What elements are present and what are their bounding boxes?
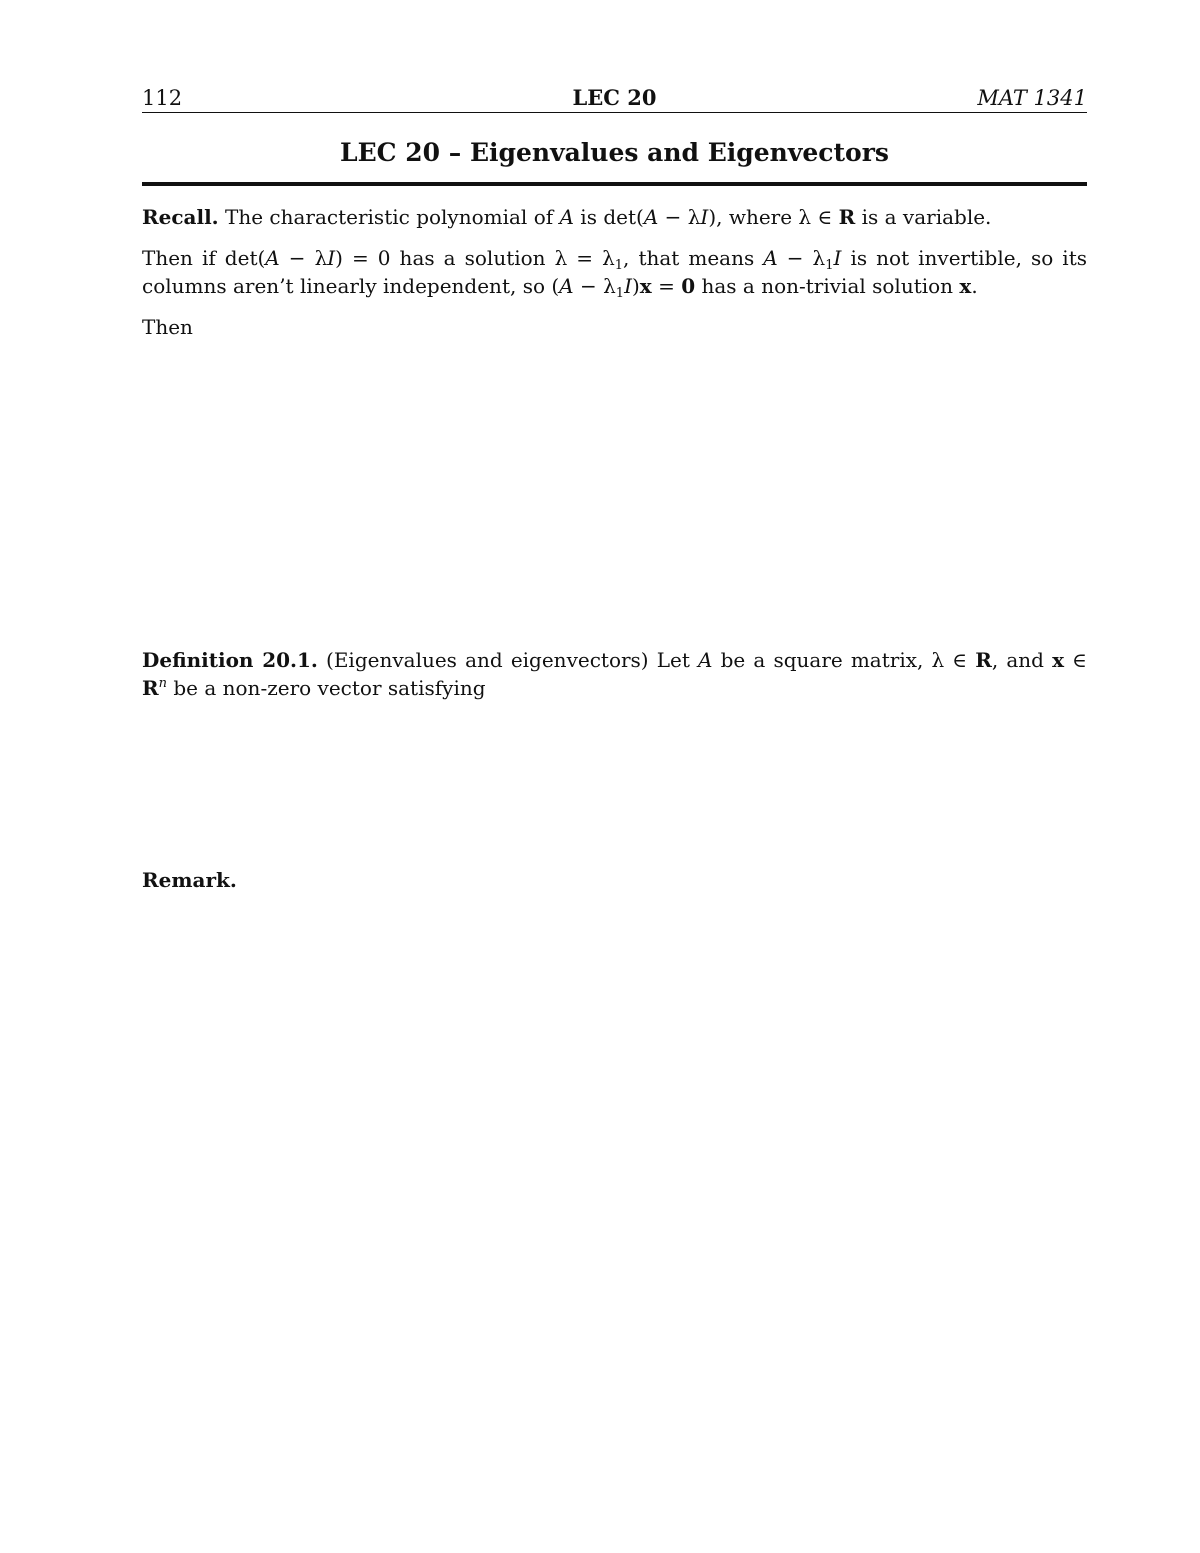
then-text: has a non-trivial solution [695, 274, 960, 298]
definition-paragraph [142, 646, 1087, 702]
math-subscript: 1 [825, 258, 834, 273]
definition-label: Definition 20.1. [142, 648, 318, 672]
definition-text: ∈ [1064, 648, 1087, 672]
math-var: A [559, 205, 574, 229]
math-subscript: 1 [614, 258, 624, 273]
then-text: Then if det( [142, 246, 266, 270]
math-var: A [643, 205, 659, 229]
recall-text: − λ [658, 205, 701, 229]
then-text: − λ [777, 246, 826, 270]
definition-text: (Eigenvalues and eigenvectors) Let [317, 648, 699, 672]
math-reals: R [838, 205, 856, 229]
recall-text: is det( [573, 205, 644, 229]
then-paragraph [142, 244, 1087, 300]
recall-text: The characteristic polynomial of [218, 205, 560, 229]
math-var: A [559, 274, 574, 298]
math-var: I [833, 246, 842, 270]
definition-text: , and [991, 648, 1053, 672]
recall-label: Recall. [142, 205, 219, 229]
then-text: = [651, 274, 682, 298]
document-page [142, 0, 1087, 1553]
then-text: − λ [573, 274, 616, 298]
then-text: , that means [623, 246, 764, 270]
math-var: I [624, 274, 632, 298]
recall-paragraph [142, 203, 1087, 231]
header-rule [142, 112, 1087, 113]
then-text: . [971, 274, 978, 298]
recall-text: ), where λ ∈ [708, 205, 839, 229]
math-vector: x [1052, 648, 1065, 672]
definition-text: be a non-zero vector satisfying [167, 676, 486, 700]
then-text: − λ [279, 246, 328, 270]
running-header [142, 84, 1087, 112]
recall-text: is a variable. [855, 205, 992, 229]
math-superscript: n [158, 676, 167, 691]
then-text: ) [631, 274, 640, 298]
then-text: ) = 0 has a solution λ = λ [335, 246, 615, 270]
definition-text: be a square matrix, λ ∈ [712, 648, 976, 672]
page-number: 112 [142, 86, 183, 110]
math-vector: x [959, 274, 972, 298]
math-subscript: 1 [615, 286, 625, 301]
math-vector: x [639, 274, 652, 298]
then-line: Then [142, 315, 193, 339]
math-var: A [265, 246, 280, 270]
math-zero-vector: 0 [681, 274, 696, 298]
course-code: MAT 1341 [977, 86, 1087, 110]
math-var: A [763, 246, 778, 270]
title-rule [142, 182, 1087, 186]
header-lecture-label: LEC 20 [572, 85, 657, 110]
math-reals: R [975, 648, 992, 672]
lecture-title: LEC 20 – Eigenvalues and Eigenvectors [340, 138, 889, 167]
math-var: A [698, 648, 713, 672]
math-var: I [700, 205, 709, 229]
then-text: is not invertible, so its columns aren’t linearly independent, so ( [142, 246, 1088, 298]
math-var: I [327, 246, 336, 270]
math-reals: R [142, 676, 159, 700]
remark-label: Remark. [142, 868, 237, 892]
